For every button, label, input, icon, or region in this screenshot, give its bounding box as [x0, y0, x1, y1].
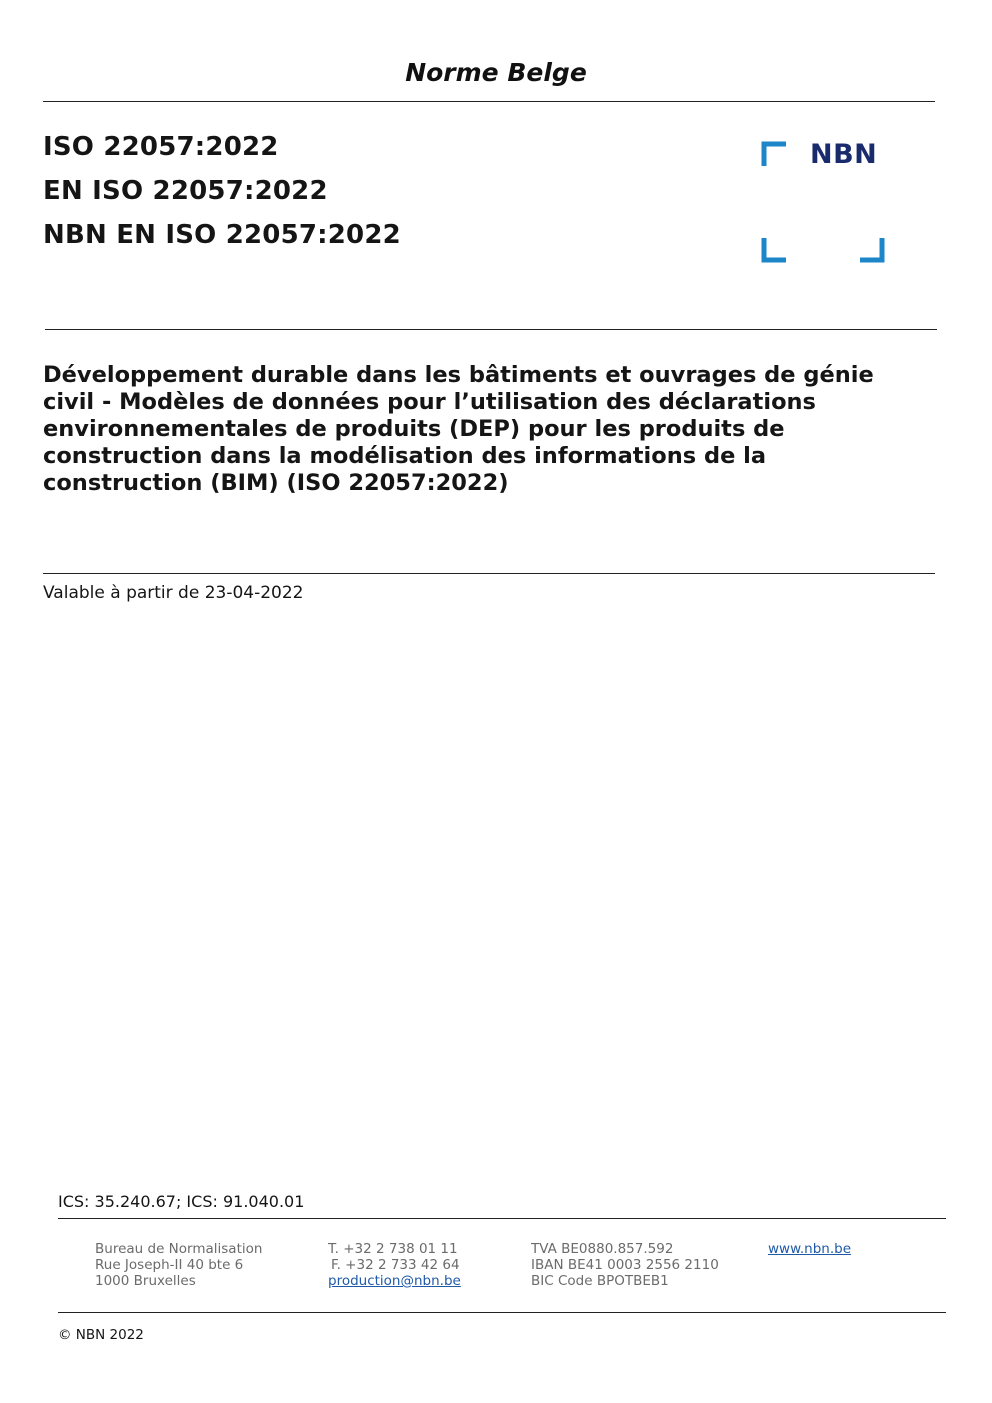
header-rule: [43, 101, 935, 102]
copyright: © NBN 2022: [58, 1327, 144, 1343]
logo-corner-bottom-right: [860, 238, 882, 260]
standard-number-iso: ISO 22057:2022: [43, 132, 279, 162]
footer-top-rule: [58, 1218, 946, 1219]
fax-number: F. +32 2 733 42 64: [331, 1257, 460, 1273]
footer-banking: [531, 1241, 719, 1289]
nbn-logo: [760, 140, 886, 266]
header-title: Norme Belge: [405, 58, 587, 87]
vat-number: TVA BE0880.857.592: [531, 1241, 674, 1257]
logo-corner-bottom-left: [764, 238, 786, 260]
email-link[interactable]: production@nbn.be: [328, 1273, 461, 1289]
footer-web: [768, 1241, 851, 1257]
logo-corner-top-left: [764, 144, 786, 166]
address-line-2: Rue Joseph-II 40 bte 6: [95, 1257, 244, 1273]
footer-address: [95, 1241, 262, 1289]
valid-from: Valable à partir de 23-04-2022: [43, 583, 304, 603]
phone-number: T. +32 2 738 01 11: [328, 1241, 458, 1257]
footer-contact: [328, 1241, 461, 1289]
website-link[interactable]: www.nbn.be: [768, 1241, 852, 1257]
standard-number-nbn: NBN EN ISO 22057:2022: [43, 220, 401, 250]
document-title: Développement durable dans les bâtiments et ouvrages de génie civil - Modèles de données pour l’utilisation des déclarations environnementales de produits (DEP) pour les produits de construction dans la modélisation des informations de la construction (BIM) (ISO 22057:2022): [43, 362, 874, 496]
ics-codes: ICS: 35.240.67; ICS: 91.040.01: [58, 1192, 305, 1211]
standards-rule: [45, 329, 937, 330]
footer-bottom-rule: [58, 1312, 946, 1313]
bic-code: BIC Code BPOTBEB1: [531, 1273, 669, 1289]
standard-number-en: EN ISO 22057:2022: [43, 176, 328, 206]
logo-text: NBN: [810, 139, 878, 170]
iban-number: IBAN BE41 0003 2556 2110: [531, 1257, 719, 1273]
address-line-3: 1000 Bruxelles: [95, 1273, 196, 1289]
address-line-1: Bureau de Normalisation: [95, 1241, 263, 1257]
title-rule: [43, 573, 935, 574]
